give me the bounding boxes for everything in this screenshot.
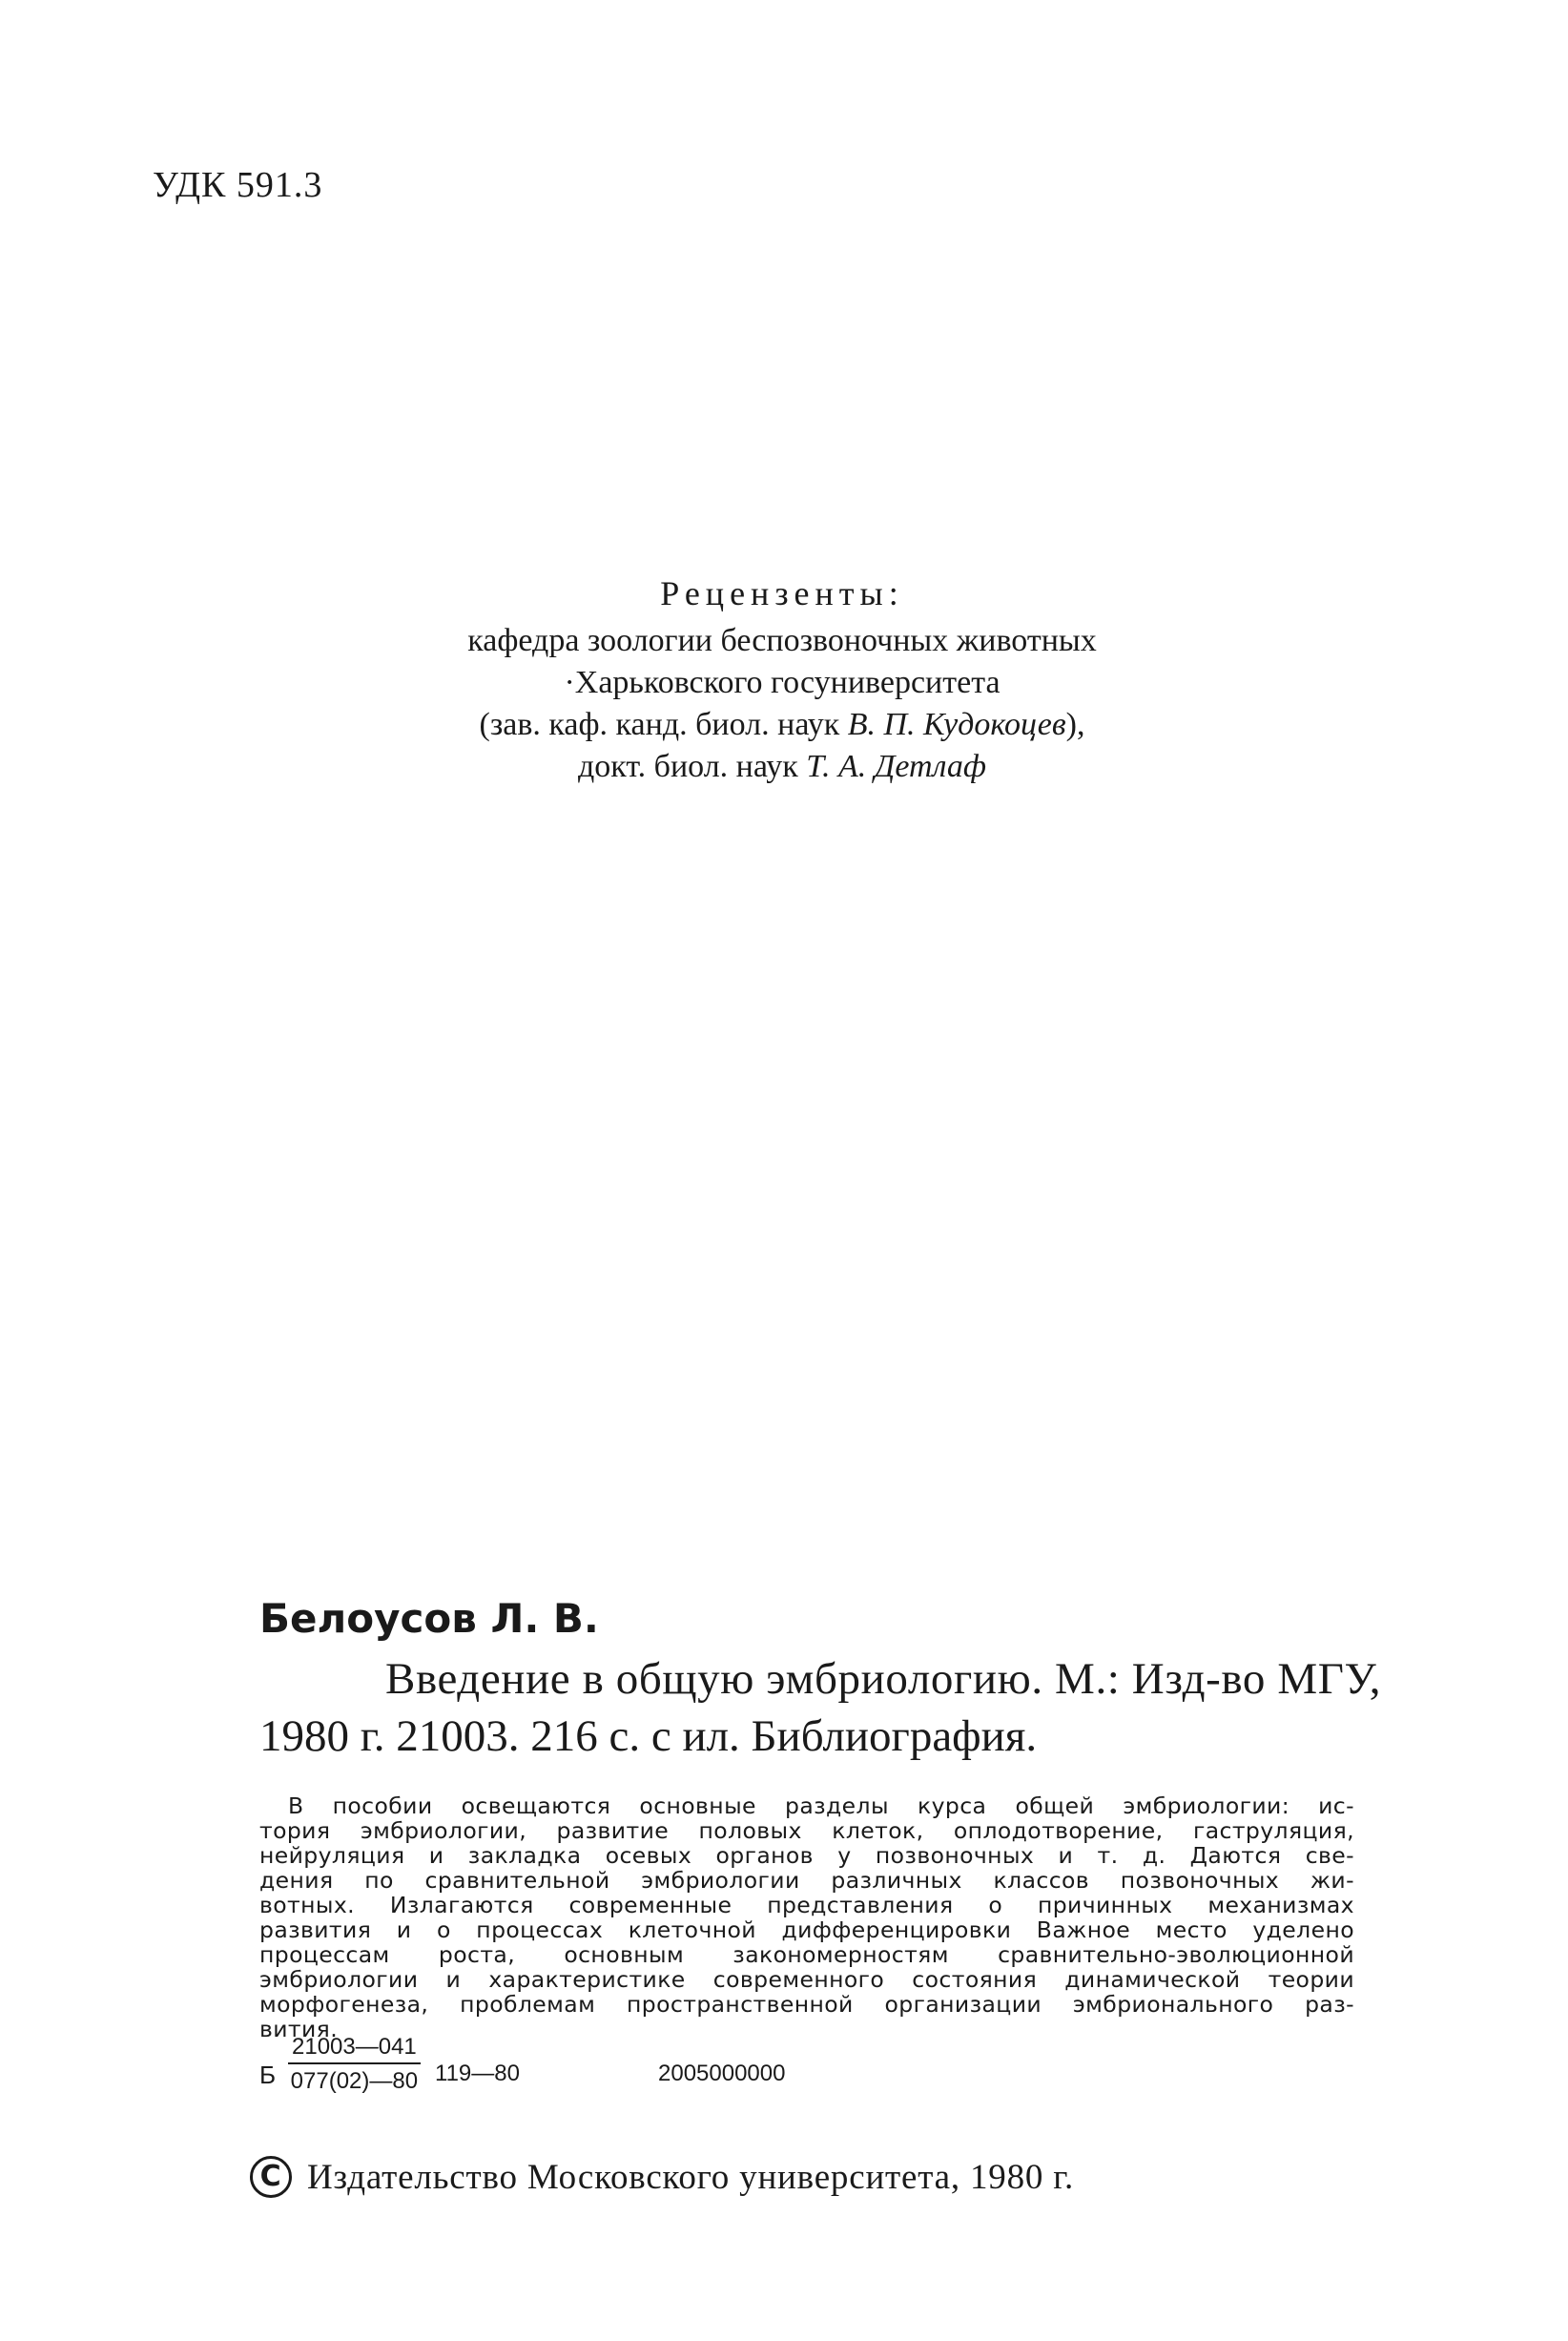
index-suffix: 119—80 [435,2061,520,2086]
annotation-line: развития и о процессах клеточной дифференцировки Важное место уделено [259,1916,1354,1943]
bibliographic-index [259,2034,1118,2110]
reviewers-line-4 [362,746,1202,788]
copyright-icon: C [250,2156,292,2198]
reviewer-name-2: Т. А. Детлаф [806,749,986,784]
annotation-line: морфогенеза, проблемам пространственной организации эмбрионального раз- [259,1991,1354,2018]
copyright-line [250,2156,1074,2198]
annotation-line: нейруляция и закладка осевых органов у позвоночных и т. д. Даются све- [259,1842,1354,1869]
annotation-line: эмбриологии и характеристике современного состояния динамической теории [259,1966,1354,1993]
reviewers-line-3-prefix: (зав. каф. канд. биол. наук [479,707,848,742]
index-code: 2005000000 [658,2061,786,2086]
book-title-line-2: 1980 г. 21003. 216 с. с ил. Библиография. [259,1711,1038,1761]
index-numerator: 21003—041 [288,2034,421,2064]
reviewers-line-1: кафедра зоологии беспозвоночных животных [467,623,1097,658]
book-annotation [259,1793,1354,2041]
reviewers-line-2: ·Харьковского госуниверситета [564,665,1001,700]
annotation-line: тория эмбриологии, развитие половых клеток, оплодотворение, гаструляция, [259,1817,1354,1844]
annotation-line: В пособии освещаются основные разделы курса общей эмбриологии: ис- [288,1792,1354,1819]
book-author: Белоусов Л. В. [259,1595,599,1642]
reviewers-line-4-prefix: докт. биол. наук [577,749,807,784]
annotation-line: дения по сравнительной эмбриологии различных классов позвоночных жи- [259,1867,1354,1894]
reviewers-block [362,572,1202,788]
reviewers-line-3-suffix: ), [1065,707,1085,742]
index-denominator: 077(02)—80 [290,2068,419,2094]
book-title-block [259,1650,1423,1765]
udc-code: УДК 591.3 [153,165,323,205]
copyright-text: Издательство Московского университета, 1980 г. [307,2157,1075,2197]
book-title-line-1: Введение в общую эмбриологию. М.: Изд-во МГУ, [385,1654,1382,1704]
reviewers-title: Рецензенты: [660,574,904,612]
annotation-line: вития. [259,2016,339,2042]
annotation-line: процессам роста, основным закономерностям сравнительно-эволюционной [259,1941,1354,1968]
index-fraction [288,2034,421,2095]
index-letter: Б [259,2061,277,2089]
annotation-line: вотных. Излагаются современные представления о причинных механизмах [259,1892,1354,1918]
reviewers-line-3 [362,704,1202,746]
reviewer-name-1: В. П. Кудокоцев [847,707,1066,742]
